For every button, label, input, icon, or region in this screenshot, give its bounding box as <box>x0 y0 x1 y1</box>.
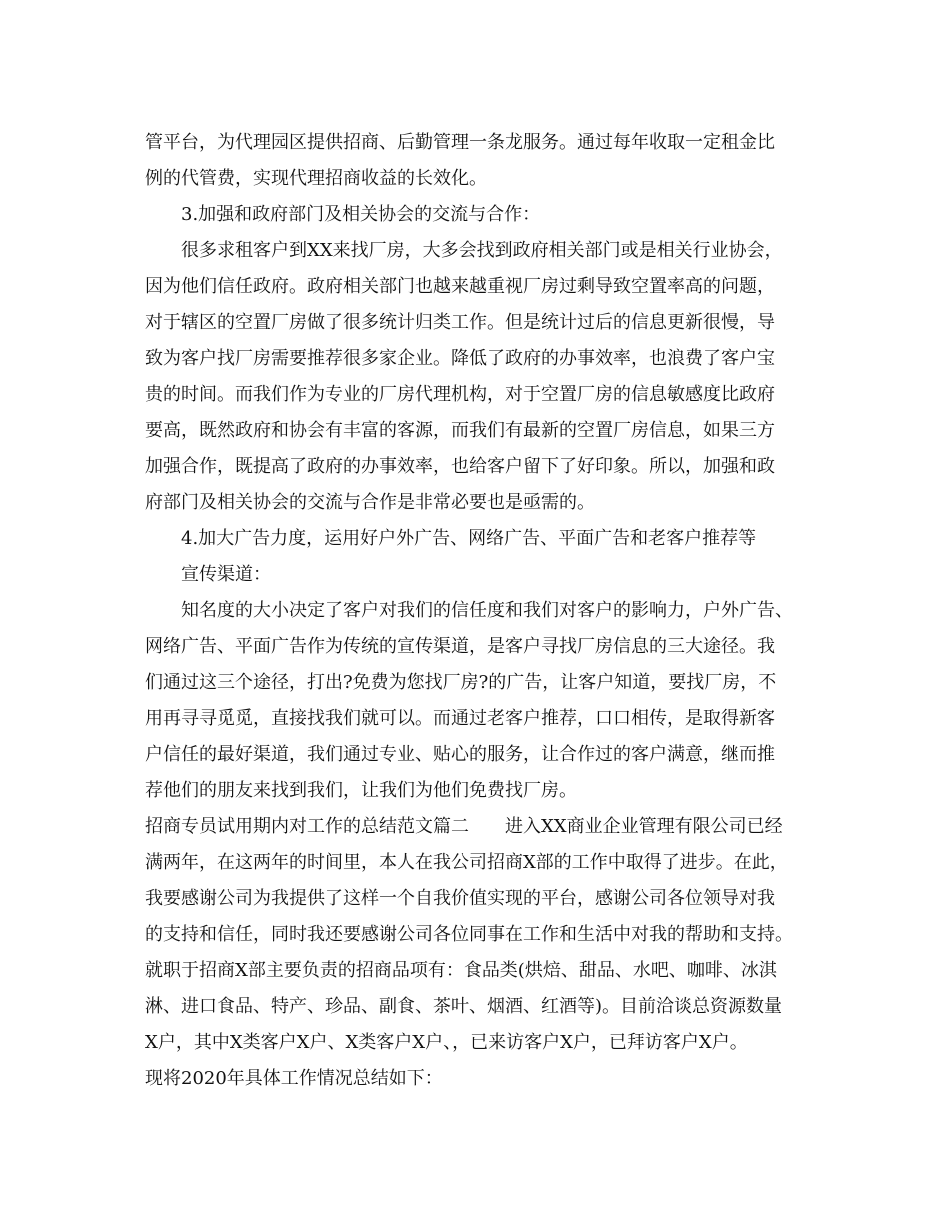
text-line: 加强合作，既提高了政府的办事效率，也给客户留下了好印象。所以，加强和政 <box>145 456 775 477</box>
text-line: 们通过这三个途径，打出?免费为您找厂房?的广告，让客户知道，要找厂房，不 <box>145 672 777 693</box>
text-line: 对于辖区的空置厂房做了很多统计归类工作。但是统计过后的信息更新很慢，导 <box>145 312 775 333</box>
text-line: 要高，既然政府和协会有丰富的客源，而我们有最新的空置厂房信息，如果三方 <box>145 420 775 441</box>
text-line: 用再寻寻觅觅，直接找我们就可以。而通过老客户推荐，口口相传，是取得新客 <box>145 708 775 729</box>
text-line: 户信任的最好渠道，我们通过专业、贴心的服务，让合作过的客户满意，继而推 <box>145 744 775 765</box>
section-heading-3: 3.加强和政府部门及相关协会的交流与合作： <box>181 204 541 225</box>
text-line: 知名度的大小决定了客户对我们的信任度和我们对客户的影响力，户外广告、 <box>181 600 793 621</box>
text-line: 贵的时间。而我们作为专业的厂房代理机构，对于空置厂房的信息敏感度比政府 <box>145 384 775 405</box>
text-line: 宣传渠道： <box>181 564 271 585</box>
text-line: 府部门及相关协会的交流与合作是非常必要也是亟需的。 <box>145 492 595 513</box>
document-body <box>145 125 815 1097</box>
text-line: 荐他们的朋友来找到我们，让我们为他们免费找厂房。 <box>145 780 577 801</box>
text-line: 的支持和信任，同时我还要感谢公司各位同事在工作和生活中对我的帮助和支持。 <box>145 924 793 945</box>
text-line: 网络广告、平面广告作为传统的宣传渠道，是客户寻找厂房信息的三大途径。我 <box>145 636 775 657</box>
text-line: 淋、进口食品、特产、珍品、副食、茶叶、烟酒、红酒等)。目前洽谈总资源数量 <box>145 996 783 1017</box>
section-heading-4: 4.加大广告力度，运用好户外广告、网络广告、平面广告和老客户推荐等 <box>181 528 757 549</box>
text-line: 例的代管费，实现代理招商收益的长效化。 <box>145 168 487 189</box>
text-line: 很多求租客户到XX来找厂房，大多会找到政府相关部门或是相关行业协会， <box>181 240 783 261</box>
text-line: 就职于招商X部主要负责的招商品项有：食品类(烘焙、甜品、水吧、咖啡、冰淇 <box>145 960 777 981</box>
text-line: 管平台，为代理园区提供招商、后勤管理一条龙服务。通过每年收取一定租金比 <box>145 132 775 153</box>
text-line: X户，其中X类客户X户、X类客户X户、，已来访客户X户，已拜访客户X户。 <box>145 1032 748 1053</box>
text-line: 我要感谢公司为我提供了这样一个自我价值实现的平台，感谢公司各位领导对我 <box>145 888 775 909</box>
text-line: 因为他们信任政府。政府相关部门也越来越重视厂房过剩导致空置率高的问题， <box>145 276 775 297</box>
text-line: 满两年，在这两年的时间里，本人在我公司招商X部的工作中取得了进步。在此， <box>145 852 788 873</box>
article-title-line: 招商专员试用期内对工作的总结范文篇二 进入XX商业企业管理有限公司已经 <box>145 816 783 837</box>
text-line: 致为客户找厂房需要推荐很多家企业。降低了政府的办事效率，也浪费了客户宝 <box>145 348 775 369</box>
text-line: 现将2020年具体工作情况总结如下： <box>145 1068 443 1089</box>
